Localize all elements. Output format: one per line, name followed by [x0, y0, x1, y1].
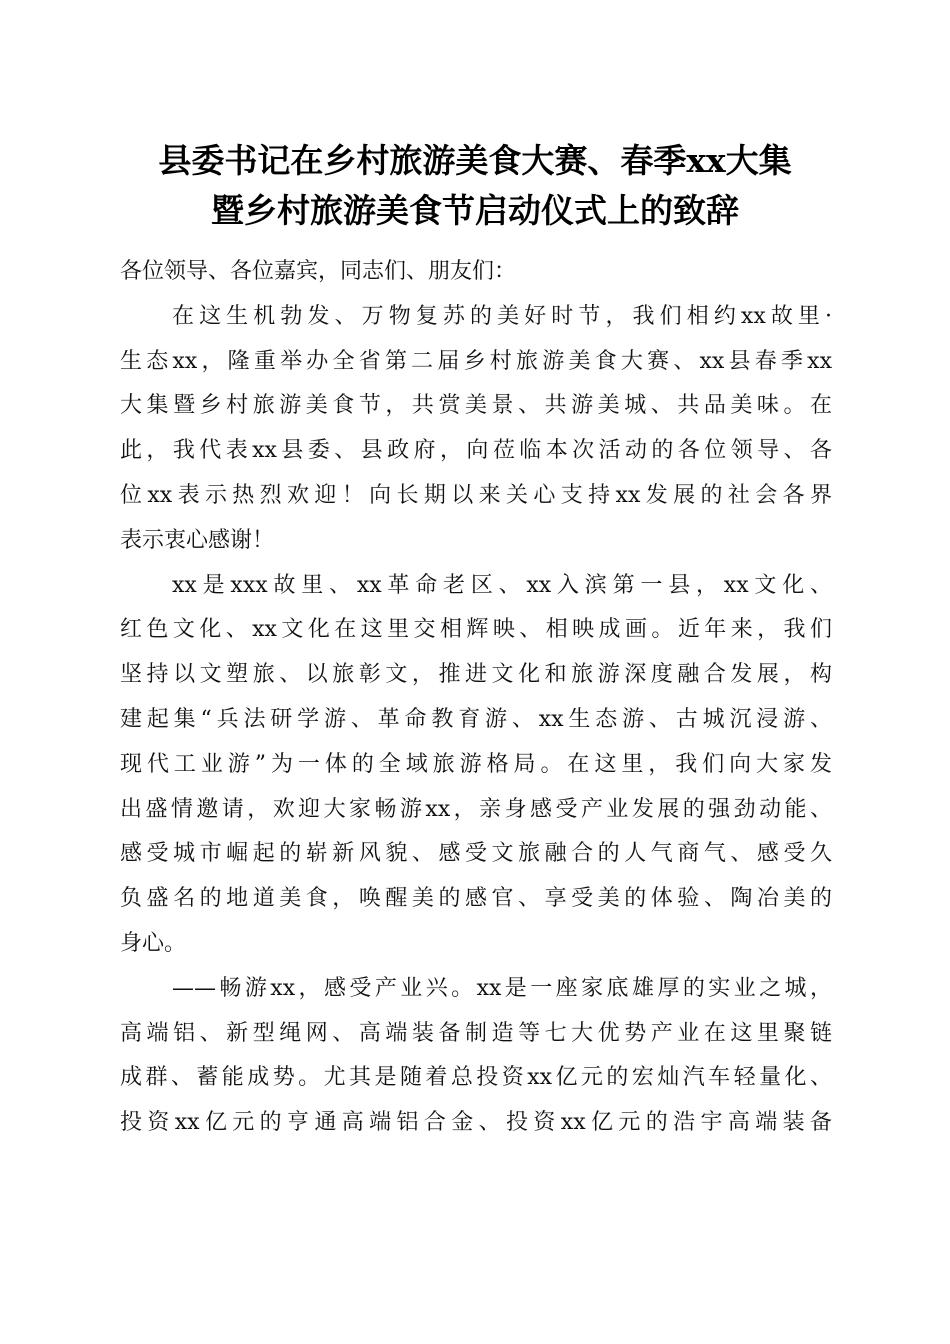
paragraph-line: 此，我代表xx县委、县政府，向莅临本次活动的各位领导、各 — [120, 438, 832, 464]
paragraph-line: 位xx表示热烈欢迎！向长期以来关心支持xx发展的社会各界 — [120, 482, 832, 508]
paragraph-line: 红色文化、xx文化在这里交相辉映、相映成画。近年来，我们 — [120, 617, 832, 643]
paragraph-3 — [120, 967, 832, 1146]
paragraph-line: 身心。 — [120, 930, 187, 956]
paragraph-line: 大集暨乡村旅游美食节，共赏美景、共游美城、共品美味。在 — [120, 393, 832, 419]
paragraph-1 — [120, 295, 832, 564]
document-title — [110, 136, 840, 236]
paragraph-line: ——畅游xx，感受产业兴。xx是一座家底雄厚的实业之城， — [172, 975, 832, 1001]
document-body — [120, 250, 832, 1146]
paragraph-line: 表示衷心感谢！ — [120, 527, 275, 553]
paragraph-line: 感受城市崛起的崭新风貌、感受文旅融合的人气商气、感受久 — [120, 841, 832, 867]
salutation: 各位领导、各位嘉宾，同志们、朋友们： — [120, 259, 517, 284]
paragraph-line: 高端铝、新型绳网、高端装备制造等七大优势产业在这里聚链 — [120, 1020, 832, 1046]
paragraph-line: 投资xx亿元的亨通高端铝合金、投资xx亿元的浩宇高端装备 — [120, 1110, 832, 1136]
title-line-1: 县委书记在乡村旅游美食大赛、春季xx大集 — [158, 141, 792, 180]
paragraph-line: 生态xx，隆重举办全省第二届乡村旅游美食大赛、xx县春季xx — [120, 348, 832, 374]
paragraph-line: 负盛名的地道美食，唤醒美的感官、享受美的体验、陶冶美的 — [120, 886, 832, 912]
paragraph-2 — [120, 564, 832, 967]
paragraph-line: 成群、蓄能成势。尤其是随着总投资xx亿元的宏灿汽车轻量化、 — [120, 1065, 832, 1091]
paragraph-line: 建起集“兵法研学游、革命教育游、xx生态游、古城沉浸游、 — [120, 706, 832, 732]
paragraph-line: 现代工业游”为一体的全域旅游格局。在这里，我们向大家发 — [120, 751, 832, 777]
title-line-2: 暨乡村旅游美食节启动仪式上的致辞 — [211, 191, 739, 230]
paragraph-line: xx是xxx故里、xx革命老区、xx入滨第一县，xx文化、 — [172, 572, 832, 598]
paragraph-line: 出盛情邀请，欢迎大家畅游xx，亲身感受产业发展的强劲动能、 — [120, 796, 832, 822]
paragraph-line: 在这生机勃发、万物复苏的美好时节，我们相约xx故里· — [172, 303, 832, 329]
paragraph-line: 坚持以文塑旅、以旅彰文，推进文化和旅游深度融合发展，构 — [120, 662, 832, 688]
